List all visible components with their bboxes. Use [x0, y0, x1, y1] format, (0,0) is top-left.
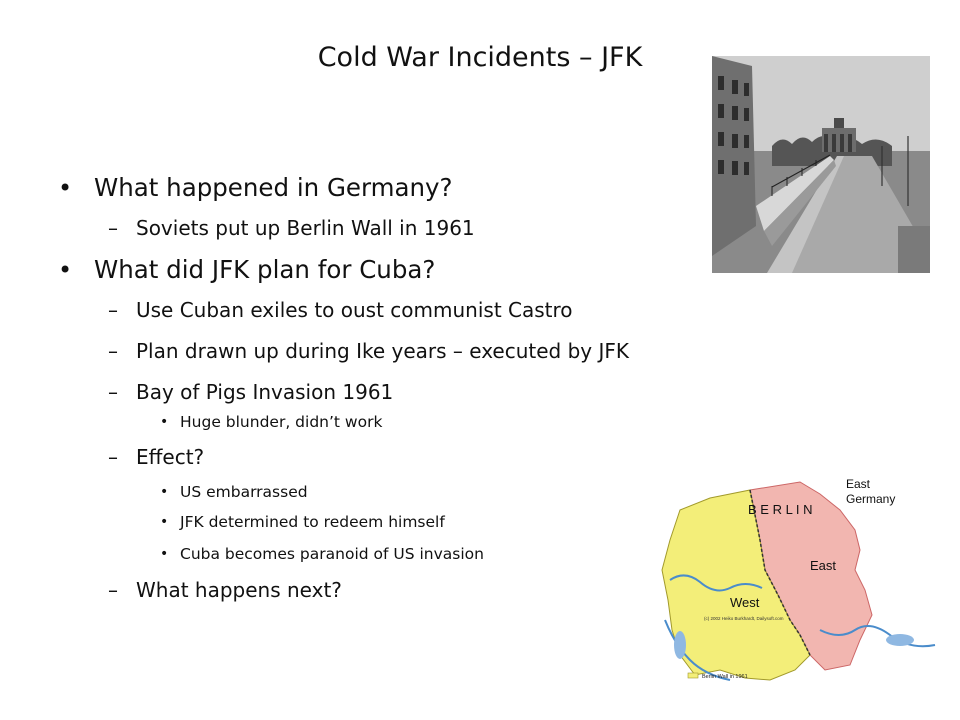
answer-cuban-exiles: Use Cuban exiles to oust communist Castro — [136, 298, 573, 322]
dash-icon: – — [108, 380, 118, 404]
slide-title: Cold War Incidents – JFK — [317, 42, 643, 73]
detail-paranoid: Cuba becomes paranoid of US invasion — [180, 545, 484, 563]
map-label-east: East — [810, 558, 837, 573]
legend-swatch-icon — [688, 673, 698, 678]
berlin-map — [650, 470, 950, 690]
bullet-icon: • — [160, 546, 169, 562]
bullet-icon: • — [160, 514, 169, 530]
answer-what-next: What happens next? — [136, 578, 342, 602]
answer-bay-of-pigs: Bay of Pigs Invasion 1961 — [136, 380, 394, 404]
answer-berlin-wall: Soviets put up Berlin Wall in 1961 — [136, 216, 475, 240]
dash-icon: – — [108, 298, 118, 322]
bullet-icon: • — [58, 174, 73, 202]
dash-icon: – — [108, 216, 118, 240]
question-germany: What happened in Germany? — [94, 173, 453, 202]
map-label-east-germany-1: East — [846, 477, 871, 491]
answer-plan-ike: Plan drawn up during Ike years – executed by JFK — [136, 339, 630, 363]
dash-icon: – — [108, 445, 118, 469]
bullet-icon: • — [160, 484, 169, 500]
map-label-east-germany-2: Germany — [846, 492, 896, 506]
detail-blunder: Huge blunder, didn’t work — [180, 413, 383, 431]
dash-icon: – — [108, 339, 118, 363]
berlin-wall-photo — [712, 56, 930, 273]
dash-icon: – — [108, 578, 118, 602]
map-legend: Berlin Wall in 1961 — [702, 674, 748, 680]
question-cuba: What did JFK plan for Cuba? — [94, 255, 436, 284]
answer-effect: Effect? — [136, 445, 205, 469]
bullet-icon: • — [58, 256, 73, 284]
map-label-west: West — [730, 595, 760, 610]
map-label-berlin: B E R L I N — [748, 502, 813, 517]
map-copyright: (c) 2002 Heiko Burkhardt, Dailysoft.com — [704, 616, 784, 621]
detail-redeem: JFK determined to redeem himself — [180, 513, 445, 531]
bullet-icon: • — [160, 414, 169, 430]
detail-embarrassed: US embarrassed — [180, 483, 308, 501]
